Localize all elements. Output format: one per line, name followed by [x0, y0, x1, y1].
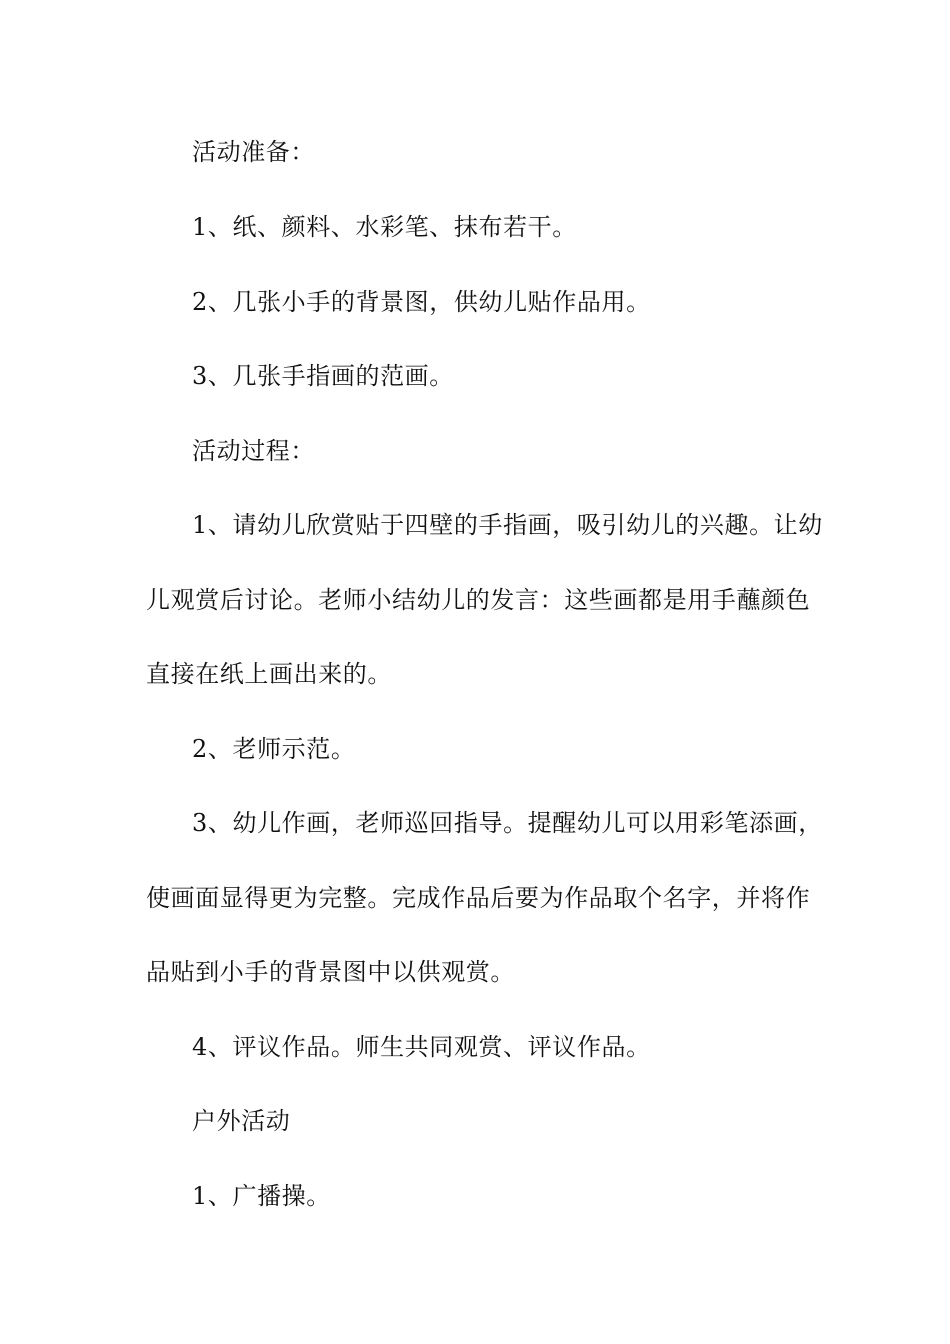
process-item-1-line-2: 儿观赏后讨论。老师小结幼儿的发言：这些画都是用手蘸颜色: [146, 586, 811, 614]
process-item-2: 2、老师示范。: [192, 735, 356, 763]
outdoor-item-1: 1、广播操。: [192, 1182, 331, 1210]
section-heading-outdoor: 户外活动: [192, 1107, 291, 1135]
prep-item-3: 3、几张手指画的范画。: [192, 362, 454, 390]
process-item-1-line-1: 1、请幼儿欣赏贴于四壁的手指画，吸引幼儿的兴趣。让幼: [192, 511, 823, 539]
process-item-3-line-3: 品贴到小手的背景图中以供观赏。: [146, 958, 515, 986]
prep-item-1: 1、纸、颜料、水彩笔、抹布若干。: [192, 213, 577, 241]
section-heading-preparation: 活动准备：: [192, 138, 315, 166]
prep-item-2: 2、几张小手的背景图，供幼儿贴作品用。: [192, 288, 651, 316]
process-item-3-line-2: 使画面显得更为完整。完成作品后要为作品取个名字，并将作: [146, 884, 811, 912]
process-item-3-line-1: 3、幼儿作画，老师巡回指导。提醒幼儿可以用彩笔添画，: [192, 809, 823, 837]
section-heading-process: 活动过程：: [192, 437, 315, 465]
process-item-1-line-3: 直接在纸上画出来的。: [146, 660, 392, 688]
process-item-4: 4、评议作品。师生共同观赏、评议作品。: [192, 1033, 651, 1061]
